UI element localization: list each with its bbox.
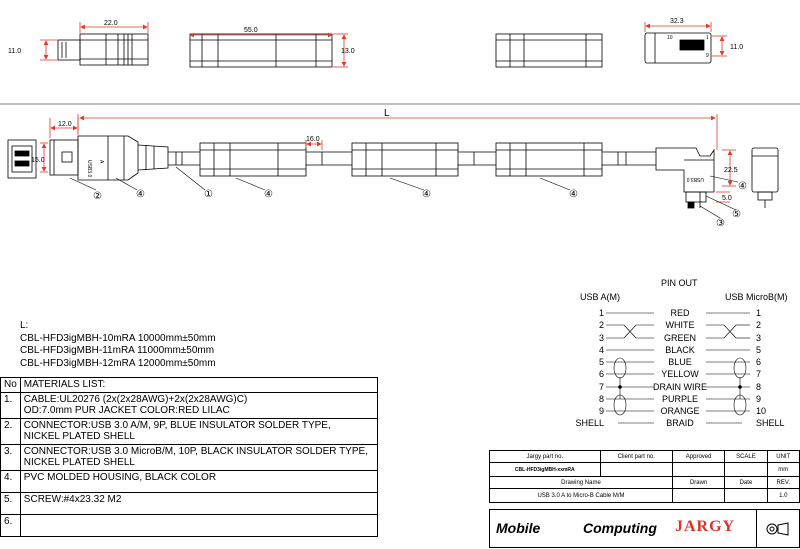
length-row: CBL-HFD3igMBH-12mRA 12000mm±50mm [20, 357, 216, 369]
pin-color-1: WHITE [665, 320, 695, 330]
dim-top-b-nine: 9 [706, 53, 709, 59]
pinout-text [575, 278, 787, 428]
pin-left-5: 6 [598, 369, 604, 379]
tb-client-part-label: Client part no. [600, 451, 672, 463]
pin-left-0: 1 [598, 308, 604, 318]
usb-a-letter: A [98, 160, 104, 164]
pin-color-6: DRAIN WIRE [653, 382, 707, 392]
tb-scale-label: SCALE [725, 451, 767, 463]
pin-right-3: 5 [756, 345, 762, 355]
materials-list-header: MATERIALS LIST: [20, 378, 377, 393]
pinout-title: PIN OUT [661, 278, 698, 288]
length-list [20, 320, 216, 370]
dim-main-b-small: 5.0 [722, 195, 732, 202]
tb-unit-label: UNIT [767, 451, 799, 463]
usb-a-text: USB3.0 [86, 160, 92, 178]
pin-left-3: 4 [598, 345, 604, 355]
dim-top-b-h: 11.0 [730, 44, 744, 51]
pin-left-9: SHELL [575, 418, 604, 428]
callout-4a: ④ [136, 189, 145, 200]
pin-right-5: 7 [756, 369, 762, 379]
pin-color-9: BRAID [666, 418, 694, 428]
pinout-left-header: USB A(M) [580, 292, 621, 302]
dim-main-a-h: 15.0 [31, 157, 45, 164]
top-ferrite-view [190, 34, 348, 67]
title-block [489, 450, 800, 503]
pin-left-6: 7 [598, 382, 604, 392]
pin-left-8: 9 [598, 406, 604, 416]
tb-approved-label: Approved [672, 451, 724, 463]
tb-drawn-label: Drawn [672, 477, 724, 489]
dim-main-a-len: 12.0 [58, 121, 72, 128]
callout-leaders [70, 167, 738, 218]
tb-unit-value: mm [767, 463, 799, 477]
pin-right-9: SHELL [756, 418, 785, 428]
pin-right-4: 6 [756, 357, 762, 367]
materials-table [0, 377, 378, 537]
table-row: 3. CONNECTOR:USB 3.0 MicroB/M, 10P, BLACK INSULATOR SOLDER TYPE, NICKEL PLATED SHELL [1, 444, 378, 470]
pin-right-6: 8 [756, 382, 762, 392]
callout-3: ③ [716, 218, 725, 229]
pin-left-4: 5 [598, 357, 604, 367]
materials-no-header: No [1, 378, 21, 393]
usb-microb-end-view [752, 148, 778, 208]
dim-top-b-small: 10 [667, 35, 673, 41]
table-row: 2. CONNECTOR:USB 3.0 A/M, 9P, BLUE INSULATOR SOLDER TYPE, NICKEL PLATED SHELL [1, 418, 378, 444]
tb-date-label: Date [725, 477, 767, 489]
length-row: CBL-HFD3igMBH-11mRA 11000mm±50mm [20, 345, 215, 356]
callout-4e: ④ [738, 181, 747, 192]
callout-4c: ④ [422, 189, 431, 200]
pin-color-8: ORANGE [660, 406, 700, 416]
callout-5: ⑤ [732, 209, 741, 220]
pin-color-7: PURPLE [661, 394, 699, 404]
pin-left-2: 3 [598, 333, 604, 343]
pin-color-3: BLACK [665, 345, 695, 355]
pin-color-0: RED [670, 308, 690, 318]
tb-rev-label: REV. [767, 477, 799, 489]
pin-right-1: 2 [756, 320, 762, 330]
dim-top-b-len: 32.3 [670, 18, 684, 25]
length-heading: L: [20, 320, 29, 331]
callout-1: ① [204, 189, 213, 200]
dim-main-L: L [384, 108, 390, 119]
callout-4b: ④ [264, 189, 273, 200]
top-usb-microb-view [645, 22, 727, 63]
pin-right-0: 1 [756, 308, 762, 318]
pin-right-2: 3 [756, 333, 762, 343]
tb-jargy-part-label: Jargy part no. [490, 451, 601, 463]
pin-color-5: YELLOW [661, 369, 699, 379]
length-row: CBL-HFD3igMBH-10mRA 10000mm±50mm [20, 332, 216, 344]
dim-top-mid-len: 55.0 [244, 27, 258, 34]
pin-right-8: 10 [756, 406, 767, 416]
dim-top-b-one: 1 [706, 35, 709, 41]
callout-2: ② [93, 191, 102, 202]
tb-drawing-name-label: Drawing Name [490, 477, 673, 489]
dim-main-mid-len: 16.0 [306, 136, 320, 143]
dim-top-a-h: 11.0 [8, 48, 22, 55]
dim-top-mid-h: 13.0 [341, 48, 355, 55]
logo-row [489, 509, 800, 548]
logo-jargy: JARGY [675, 518, 736, 535]
dim-main-b-h: 22.5 [724, 167, 738, 174]
tb-part-value: CBL-HFD3igMBH-xxmRA [490, 463, 601, 477]
logo-computing: Computing [583, 520, 657, 536]
top-ferrite-view-2 [496, 34, 602, 67]
callout-4d: ④ [569, 189, 578, 200]
tb-rev-value: 1.0 [767, 489, 799, 503]
pin-right-7: 9 [756, 394, 762, 404]
table-row: 5. SCREW:#4x23.32 M2 [1, 492, 378, 514]
pin-left-1: 2 [598, 320, 604, 330]
table-row: 6. [1, 514, 378, 536]
pin-color-2: GREEN [663, 333, 697, 343]
pin-color-4: BLUE [668, 357, 692, 367]
dim-top-a-len: 22.0 [104, 20, 118, 27]
pin-left-7: 8 [598, 394, 604, 404]
table-row: 1. CABLE:UL20276 (2x(2x28AWG)+2x(2x28AWG)C) OD:7.0mm PUR JACKET COLOR:RED LILAC [1, 392, 378, 418]
tb-drawing-value: USB 3.0 A to Micro-B Cable M/M [490, 489, 673, 503]
top-usb-a-view [40, 22, 148, 65]
table-row: 4. PVC MOLDED HOUSING, BLACK COLOR [1, 470, 378, 492]
projection-symbol-icon [766, 522, 790, 536]
pinout-right-header: USB MicroB(M) [725, 292, 788, 302]
cable-body [168, 140, 656, 176]
materials-header-row [1, 378, 378, 393]
logo-mobile: Mobile [496, 520, 541, 536]
usb-b-text: USB3.0 [686, 176, 704, 182]
